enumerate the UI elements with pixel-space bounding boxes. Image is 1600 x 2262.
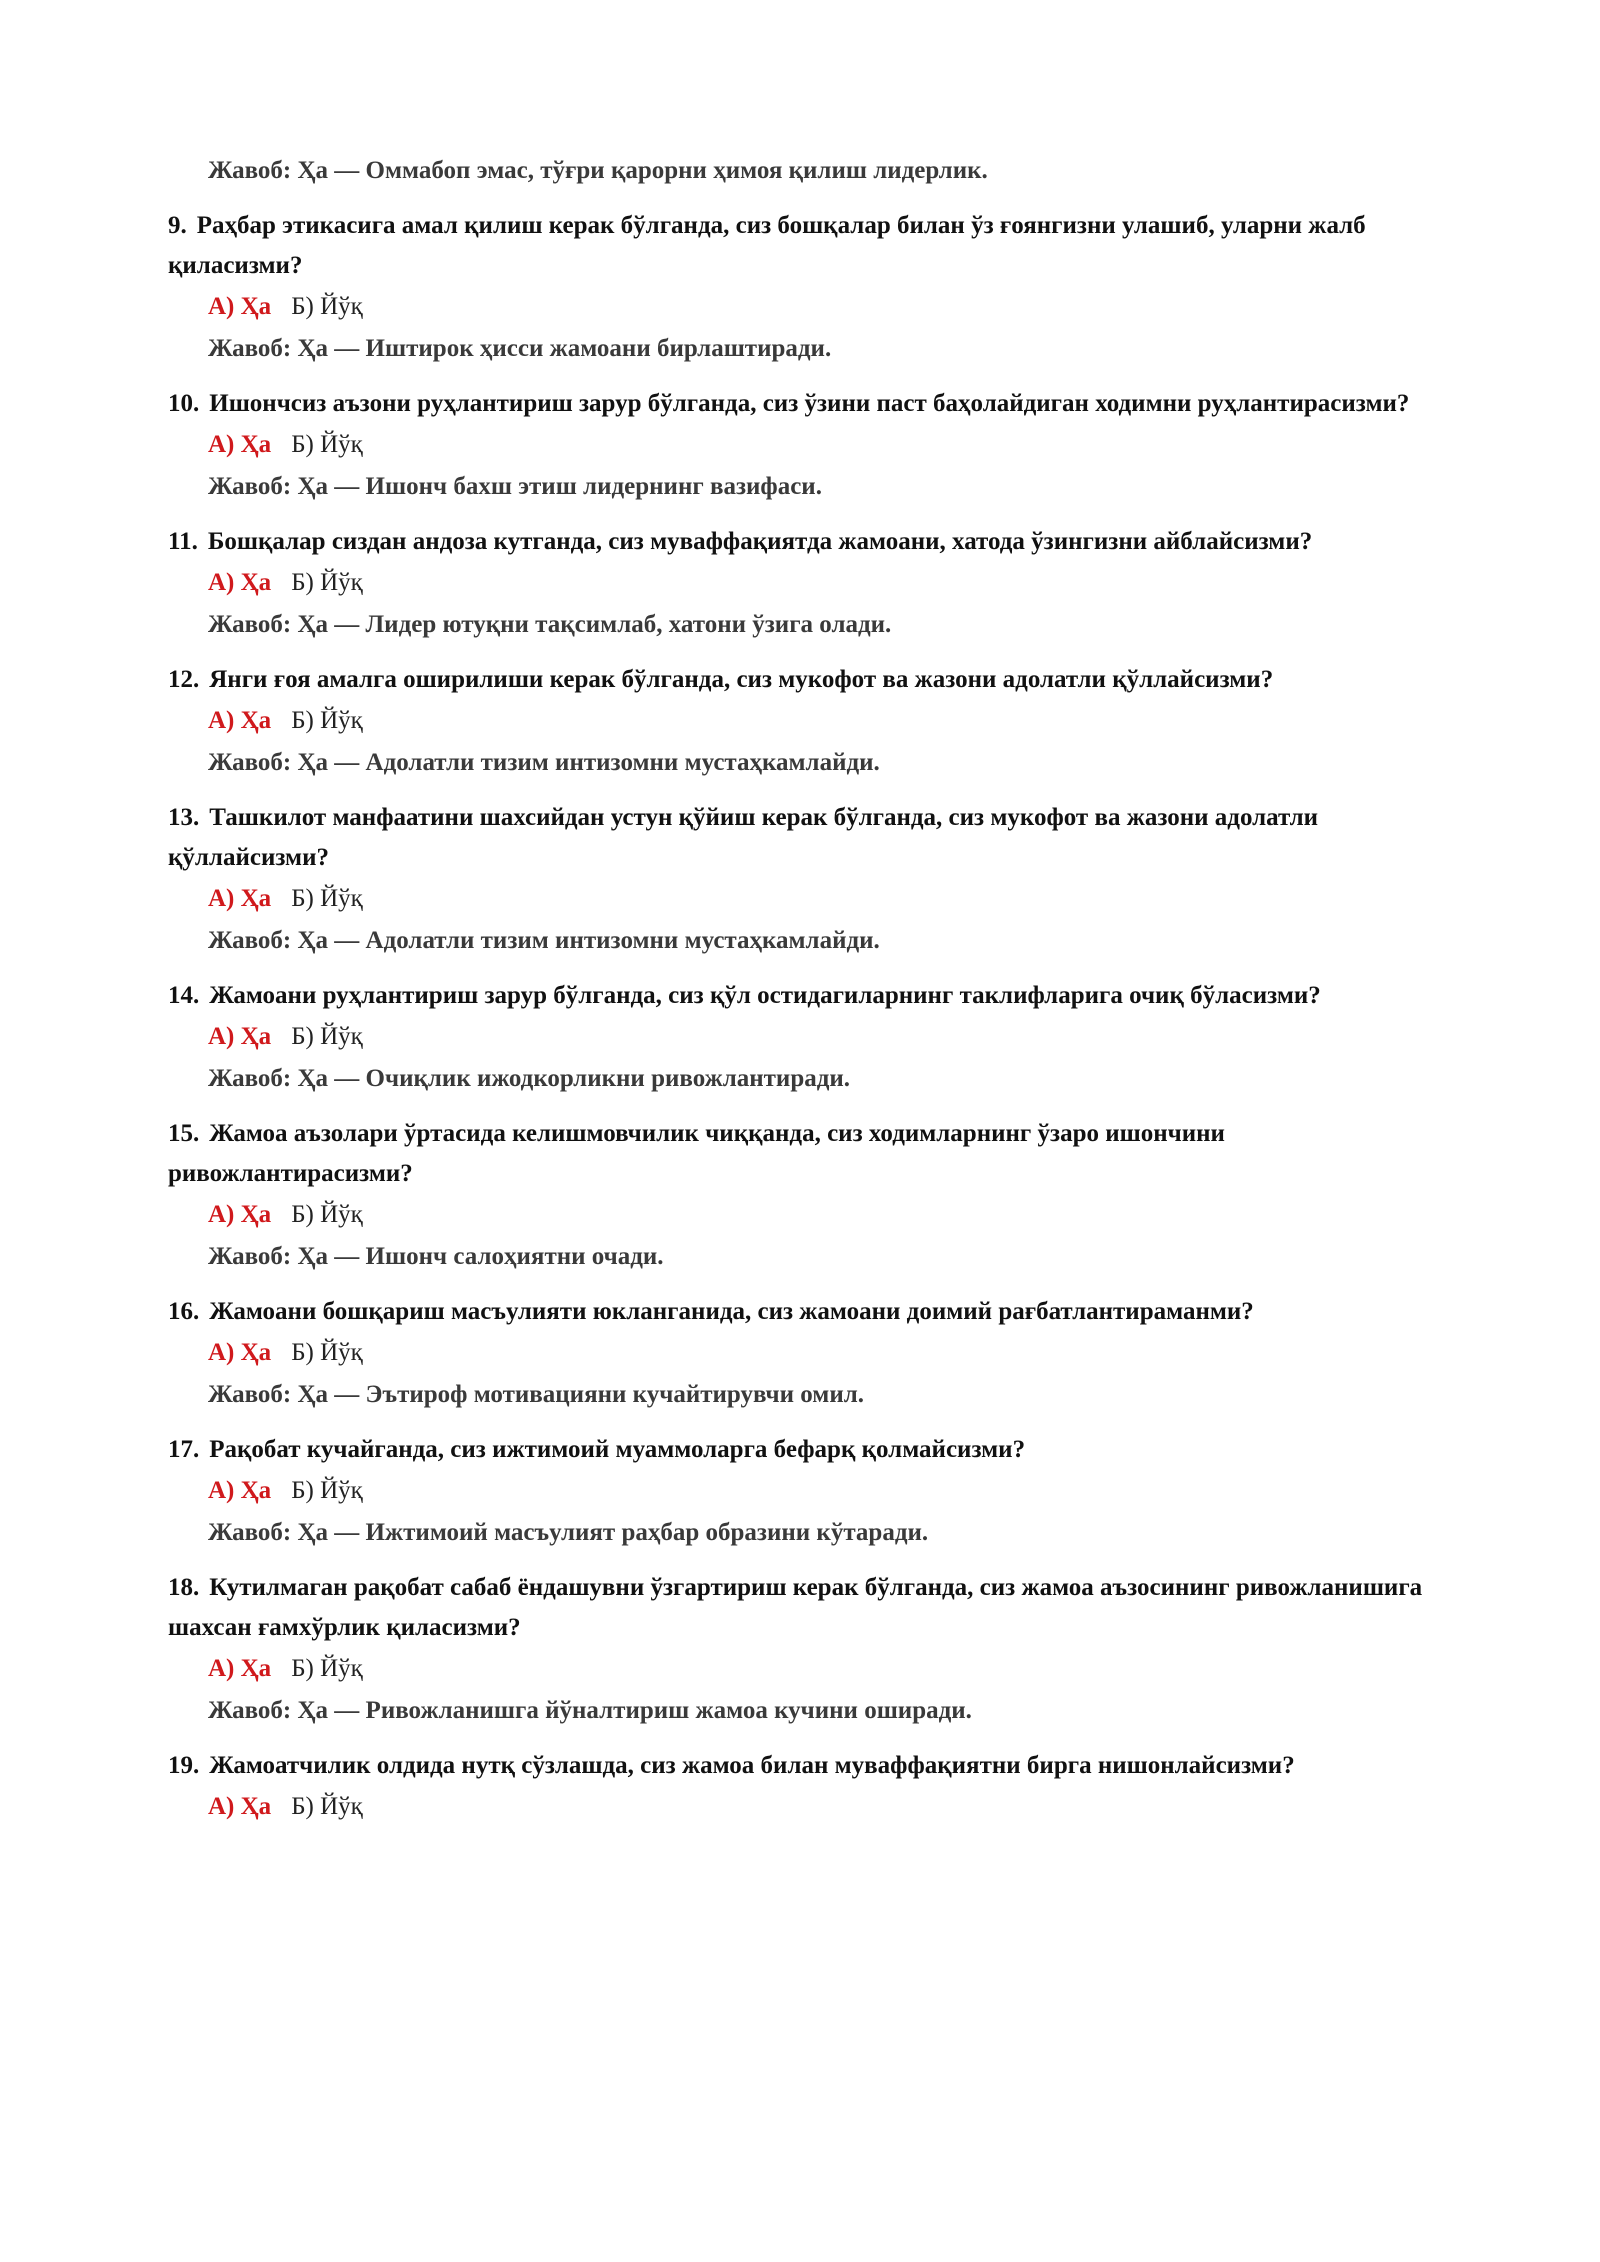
question-list: [168, 206, 1450, 1828]
question-label: Рақобат кучайганда, сиз ижтимоий муаммоларга бефарқ қолмайсизми?: [209, 1436, 1026, 1463]
question-label: Ишончсиз аъзони руҳлантириш зарур бўлганда, сиз ўзини паст баҳолайдиган ходимни руҳлантирасизми?: [209, 390, 1410, 417]
answer-options: [208, 1332, 1450, 1374]
question-item: [168, 660, 1450, 784]
answer-text: Жавоб: Ҳа — Эътироф мотивацияни кучайтирувчи омил.: [208, 1381, 865, 1408]
answer-options: [208, 1470, 1450, 1512]
answer-text: Жавоб: Ҳа — Ривожланишга йўналтириш жамоа кучини оширади.: [208, 1697, 972, 1724]
answer-options: [208, 1786, 1450, 1828]
answer-text: Жавоб: Ҳа — Адолатли тизим интизомни мустаҳкамлайди.: [208, 927, 880, 954]
question-text: [168, 522, 1450, 562]
question-number: 14.: [168, 982, 200, 1009]
answer-text: Жавоб: Ҳа — Ишонч салоҳиятни очади.: [208, 1243, 664, 1270]
option-yes: А) Ҳа: [208, 885, 272, 912]
question-number: 9.: [168, 212, 187, 239]
answer-text: Жавоб: Ҳа — Адолатли тизим интизомни мустаҳкамлайди.: [208, 749, 880, 776]
answer-text: Жавоб: Ҳа — Ижтимоий масъулият раҳбар образини кўтаради.: [208, 1519, 929, 1546]
question-number: 17.: [168, 1436, 200, 1463]
answer-options: [208, 1648, 1450, 1690]
question-label: Янги ғоя амалга оширилиши керак бўлганда, сиз мукофот ва жазони адолатли қўллайсизми?: [209, 666, 1274, 693]
answer-text: Жавоб: Ҳа — Иштирок ҳисси жамоани бирлаштиради.: [208, 335, 832, 362]
answer-options: [208, 1016, 1450, 1058]
question-number: 19.: [168, 1752, 200, 1779]
question-label: Жамоани руҳлантириш зарур бўлганда, сиз қўл остидагиларнинг таклифларига очиқ бўласизми?: [209, 982, 1321, 1009]
question-item: [168, 1430, 1450, 1554]
question-number: 18.: [168, 1574, 200, 1601]
question-text: [168, 1292, 1450, 1332]
option-no: Б) Йўқ: [291, 569, 363, 596]
option-yes: А) Ҳа: [208, 1793, 272, 1820]
option-yes: А) Ҳа: [208, 1339, 272, 1366]
question-label: Жамоани бошқариш масъулияти юкланганида, сиз жамоани доимий рағбатлантираманми?: [209, 1298, 1254, 1325]
option-no: Б) Йўқ: [291, 1793, 363, 1820]
question-number: 15.: [168, 1120, 200, 1147]
answer-options: [208, 700, 1450, 742]
question-number: 13.: [168, 804, 200, 831]
question-text: [168, 1114, 1450, 1194]
question-number: 11.: [168, 528, 198, 555]
question-item: [168, 1292, 1450, 1416]
question-label: Жамоатчилик олдида нутқ сўзлашда, сиз жамоа билан муваффақиятни бирга нишонлайсизми?: [209, 1752, 1295, 1779]
question-item: [168, 384, 1450, 508]
question-text: [168, 1430, 1450, 1470]
option-yes: А) Ҳа: [208, 1201, 272, 1228]
option-no: Б) Йўқ: [291, 431, 363, 458]
question-label: Ташкилот манфаатини шахсийдан устун қўйиш керак бўлганда, сиз мукофот ва жазони адолатли қўллайсизми?: [168, 804, 1319, 871]
question-number: 12.: [168, 666, 200, 693]
question-item: [168, 1746, 1450, 1828]
option-yes: А) Ҳа: [208, 1477, 272, 1504]
option-no: Б) Йўқ: [291, 1339, 363, 1366]
question-item: [168, 206, 1450, 370]
question-label: Жамоа аъзолари ўртасида келишмовчилик чиққанда, сиз ходимларнинг ўзаро ишончини ривожлантирасизми?: [168, 1120, 1225, 1187]
question-text: [168, 384, 1450, 424]
answer-text: Жавоб: Ҳа — Очиқлик ижодкорликни ривожлантиради.: [208, 1065, 851, 1092]
question-item: [168, 976, 1450, 1100]
question-text: [168, 660, 1450, 700]
answer-options: [208, 878, 1450, 920]
option-yes: А) Ҳа: [208, 1023, 272, 1050]
answer-options: [208, 424, 1450, 466]
answer-options: [208, 286, 1450, 328]
question-label: Кутилмаган рақобат сабаб ёндашувни ўзгартириш керак бўлганда, сиз жамоа аъзосининг ривожланишига шахсан ғамхўрлик қиласизми?: [168, 1574, 1423, 1641]
question-text: [168, 798, 1450, 878]
question-item: [168, 798, 1450, 962]
question-text: [168, 206, 1450, 286]
question-text: [168, 976, 1450, 1016]
answer-text: Жавоб: Ҳа — Ишонч бахш этиш лидернинг вазифаси.: [208, 473, 822, 500]
question-item: [168, 1568, 1450, 1732]
question-number: 16.: [168, 1298, 200, 1325]
option-no: Б) Йўқ: [291, 1201, 363, 1228]
question-text: [168, 1568, 1450, 1648]
answer-text: Жавоб: Ҳа — Оммабоп эмас, тўғри қарорни ҳимоя қилиш лидерлик.: [208, 157, 988, 184]
option-yes: А) Ҳа: [208, 707, 272, 734]
answer-text: Жавоб: Ҳа — Лидер ютуқни тақсимлаб, хатони ўзига олади.: [208, 611, 892, 638]
answer-options: [208, 1194, 1450, 1236]
question-item: [168, 1114, 1450, 1278]
option-no: Б) Йўқ: [291, 1023, 363, 1050]
option-no: Б) Йўқ: [291, 707, 363, 734]
question-item: [168, 522, 1450, 646]
option-yes: А) Ҳа: [208, 293, 272, 320]
question-number: 10.: [168, 390, 200, 417]
answer-options: [208, 562, 1450, 604]
option-yes: А) Ҳа: [208, 431, 272, 458]
question-text: [168, 1746, 1450, 1786]
option-yes: А) Ҳа: [208, 1655, 272, 1682]
option-yes: А) Ҳа: [208, 569, 272, 596]
question-label: Раҳбар этикасига амал қилиш керак бўлганда, сиз бошқалар билан ўз ғоянгизни улашиб, уларни жалб қиласизми?: [168, 212, 1366, 279]
option-no: Б) Йўқ: [291, 1477, 363, 1504]
option-no: Б) Йўқ: [291, 293, 363, 320]
question-label: Бошқалар сиздан андоза кутганда, сиз муваффақиятда жамоани, хатода ўзингизни айблайсизми?: [207, 528, 1313, 555]
option-no: Б) Йўқ: [291, 885, 363, 912]
option-no: Б) Йўқ: [291, 1655, 363, 1682]
